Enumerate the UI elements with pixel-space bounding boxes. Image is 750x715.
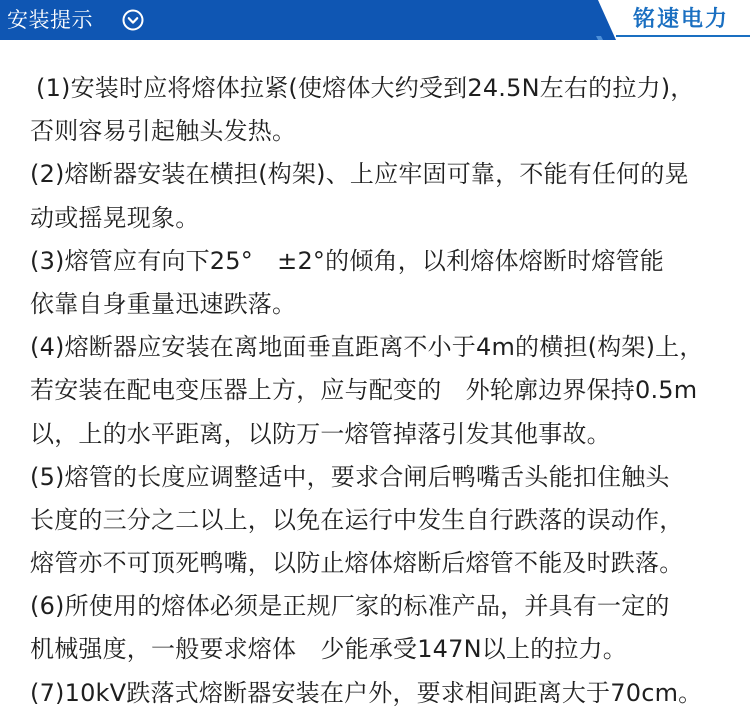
header <box>0 0 750 40</box>
tip-line: (4)熔断器应安装在离地面垂直距离不小于4m的横担(构架)上， <box>30 333 704 362</box>
tip-line: 依靠自身重量迅速跌落。 <box>30 289 297 318</box>
tip-line: (5)熔管的长度应调整适中，要求合闸后鸭嘴舌头能扣住触头 <box>30 462 670 491</box>
tip-line: 长度的三分之二以上，以免在运行中发生自行跌落的误动作， <box>30 505 684 534</box>
tip-line: (2)熔断器安装在横担(构架)、上应牢固可靠，不能有任何的晃 <box>30 160 689 189</box>
tip-line: (7)10kV跌落式熔断器安装在户外，要求相间距离大于70cm。 <box>30 678 703 707</box>
installation-tips <box>30 67 740 715</box>
tip-line: 以，上的水平距离，以防万一熔管掉落引发其他事故。 <box>30 419 611 448</box>
brand-name: 铭速电力 <box>633 7 730 32</box>
page-title: 安装提示 <box>7 8 93 32</box>
tip-line: 若安装在配电变压器上方，应与配变的 外轮廓边界保持0.5m <box>30 376 698 405</box>
tip-line: (6)所使用的熔体必须是正规厂家的标准产品，并具有一定的 <box>30 592 670 621</box>
tip-line: (1)安装时应将熔体拉紧(使熔体大约受到24.5N左右的拉力)， <box>36 74 695 102</box>
tip-line: 熔管亦不可顶死鸭嘴，以防止熔体熔断后熔管不能及时跌落。 <box>30 549 684 578</box>
chevron-down-circle-icon <box>122 9 144 31</box>
tip-line: 动或摇晃现象。 <box>30 203 200 232</box>
tip-line: 机械强度，一般要求熔体 少能承受147N以上的拉力。 <box>30 635 627 664</box>
tip-line: 否则容易引起触头发热。 <box>30 117 297 146</box>
tip-line: (3)熔管应有向下25° ±2°的倾角，以利熔体熔断时熔管能 <box>30 246 664 275</box>
